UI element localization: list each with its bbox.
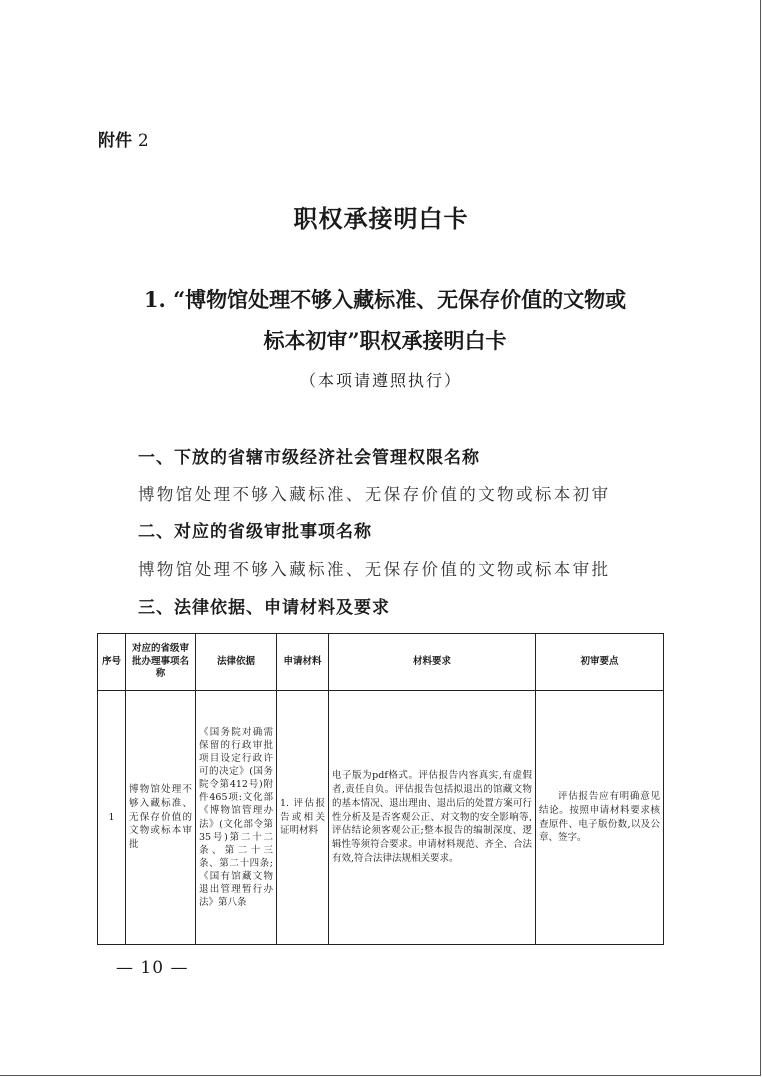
attachment-word: 附件 bbox=[98, 131, 132, 151]
attachment-number: 2 bbox=[137, 131, 149, 151]
header-item-name: 对应的省级审批办理事项名称 bbox=[126, 634, 196, 691]
cell-legal-basis: 《国务院对确需保留的行政审批项目设定行政许可的决定》(国务院令第412号)附件465项:文化部《博物馆管理办法》(文化部令第35号)第二十二条、第二十三条、第二十四条;《国有馆藏文物退出管理暂行办法》第八条 bbox=[196, 691, 277, 945]
section-text-1: 博物馆处理不够入藏标准、无保存价值的文物或标本初审 bbox=[138, 485, 611, 504]
attachment-label bbox=[98, 126, 149, 151]
section-heading-1: 一、下放的省辖市级经济社会管理权限名称 bbox=[138, 448, 480, 468]
cell-requirements: 电子版为pdf格式。评估报告内容真实,有虚假者,责任自负。评估报告包括拟退出的馆藏文物的基本情况、退出理由、退出后的处置方案可行性分析及是否客观公正、对文物的安全影响等,评估结论须客观公正;整本报告的编制深度、逻辑性等须符合要求。申请材料规范、齐全、合法有效,符合法律法规相关要求。 bbox=[329, 691, 536, 945]
table-row bbox=[98, 691, 664, 945]
cell-index: 1 bbox=[98, 691, 126, 945]
section-heading-3: 三、法律依据、申请材料及要求 bbox=[138, 598, 390, 618]
header-index: 序号 bbox=[98, 634, 126, 691]
header-review-points: 初审要点 bbox=[536, 634, 664, 691]
item-title-line2: 标本初审”职权承接明白卡 bbox=[263, 328, 507, 353]
header-legal-basis: 法律依据 bbox=[196, 634, 277, 691]
legal-basis-table bbox=[97, 633, 664, 945]
item-title-line1: 1. “博物馆处理不够入藏标准、无保存价值的文物或 bbox=[143, 287, 627, 312]
cell-item-name: 博物馆处理不够入藏标准、无保存价值的文物或标本审批 bbox=[126, 691, 196, 945]
header-materials: 申请材料 bbox=[277, 634, 329, 691]
execution-note: （本项请遵照执行） bbox=[299, 371, 462, 390]
section-heading-2: 二、对应的省级审批事项名称 bbox=[138, 522, 372, 542]
cell-materials: 1. 评估报告或相关证明材料 bbox=[277, 691, 329, 945]
table-header-row bbox=[98, 634, 664, 691]
header-requirements: 材料要求 bbox=[329, 634, 536, 691]
section-text-2: 博物馆处理不够入藏标准、无保存价值的文物或标本审批 bbox=[138, 560, 611, 579]
page-title: 职权承接明白卡 bbox=[293, 204, 469, 233]
cell-review-points: 评估报告应有明确意见结论。按照申请材料要求核查原件、电子版份数,以及公章、签字。 bbox=[536, 691, 664, 945]
page-number: — 10 — bbox=[116, 958, 189, 978]
